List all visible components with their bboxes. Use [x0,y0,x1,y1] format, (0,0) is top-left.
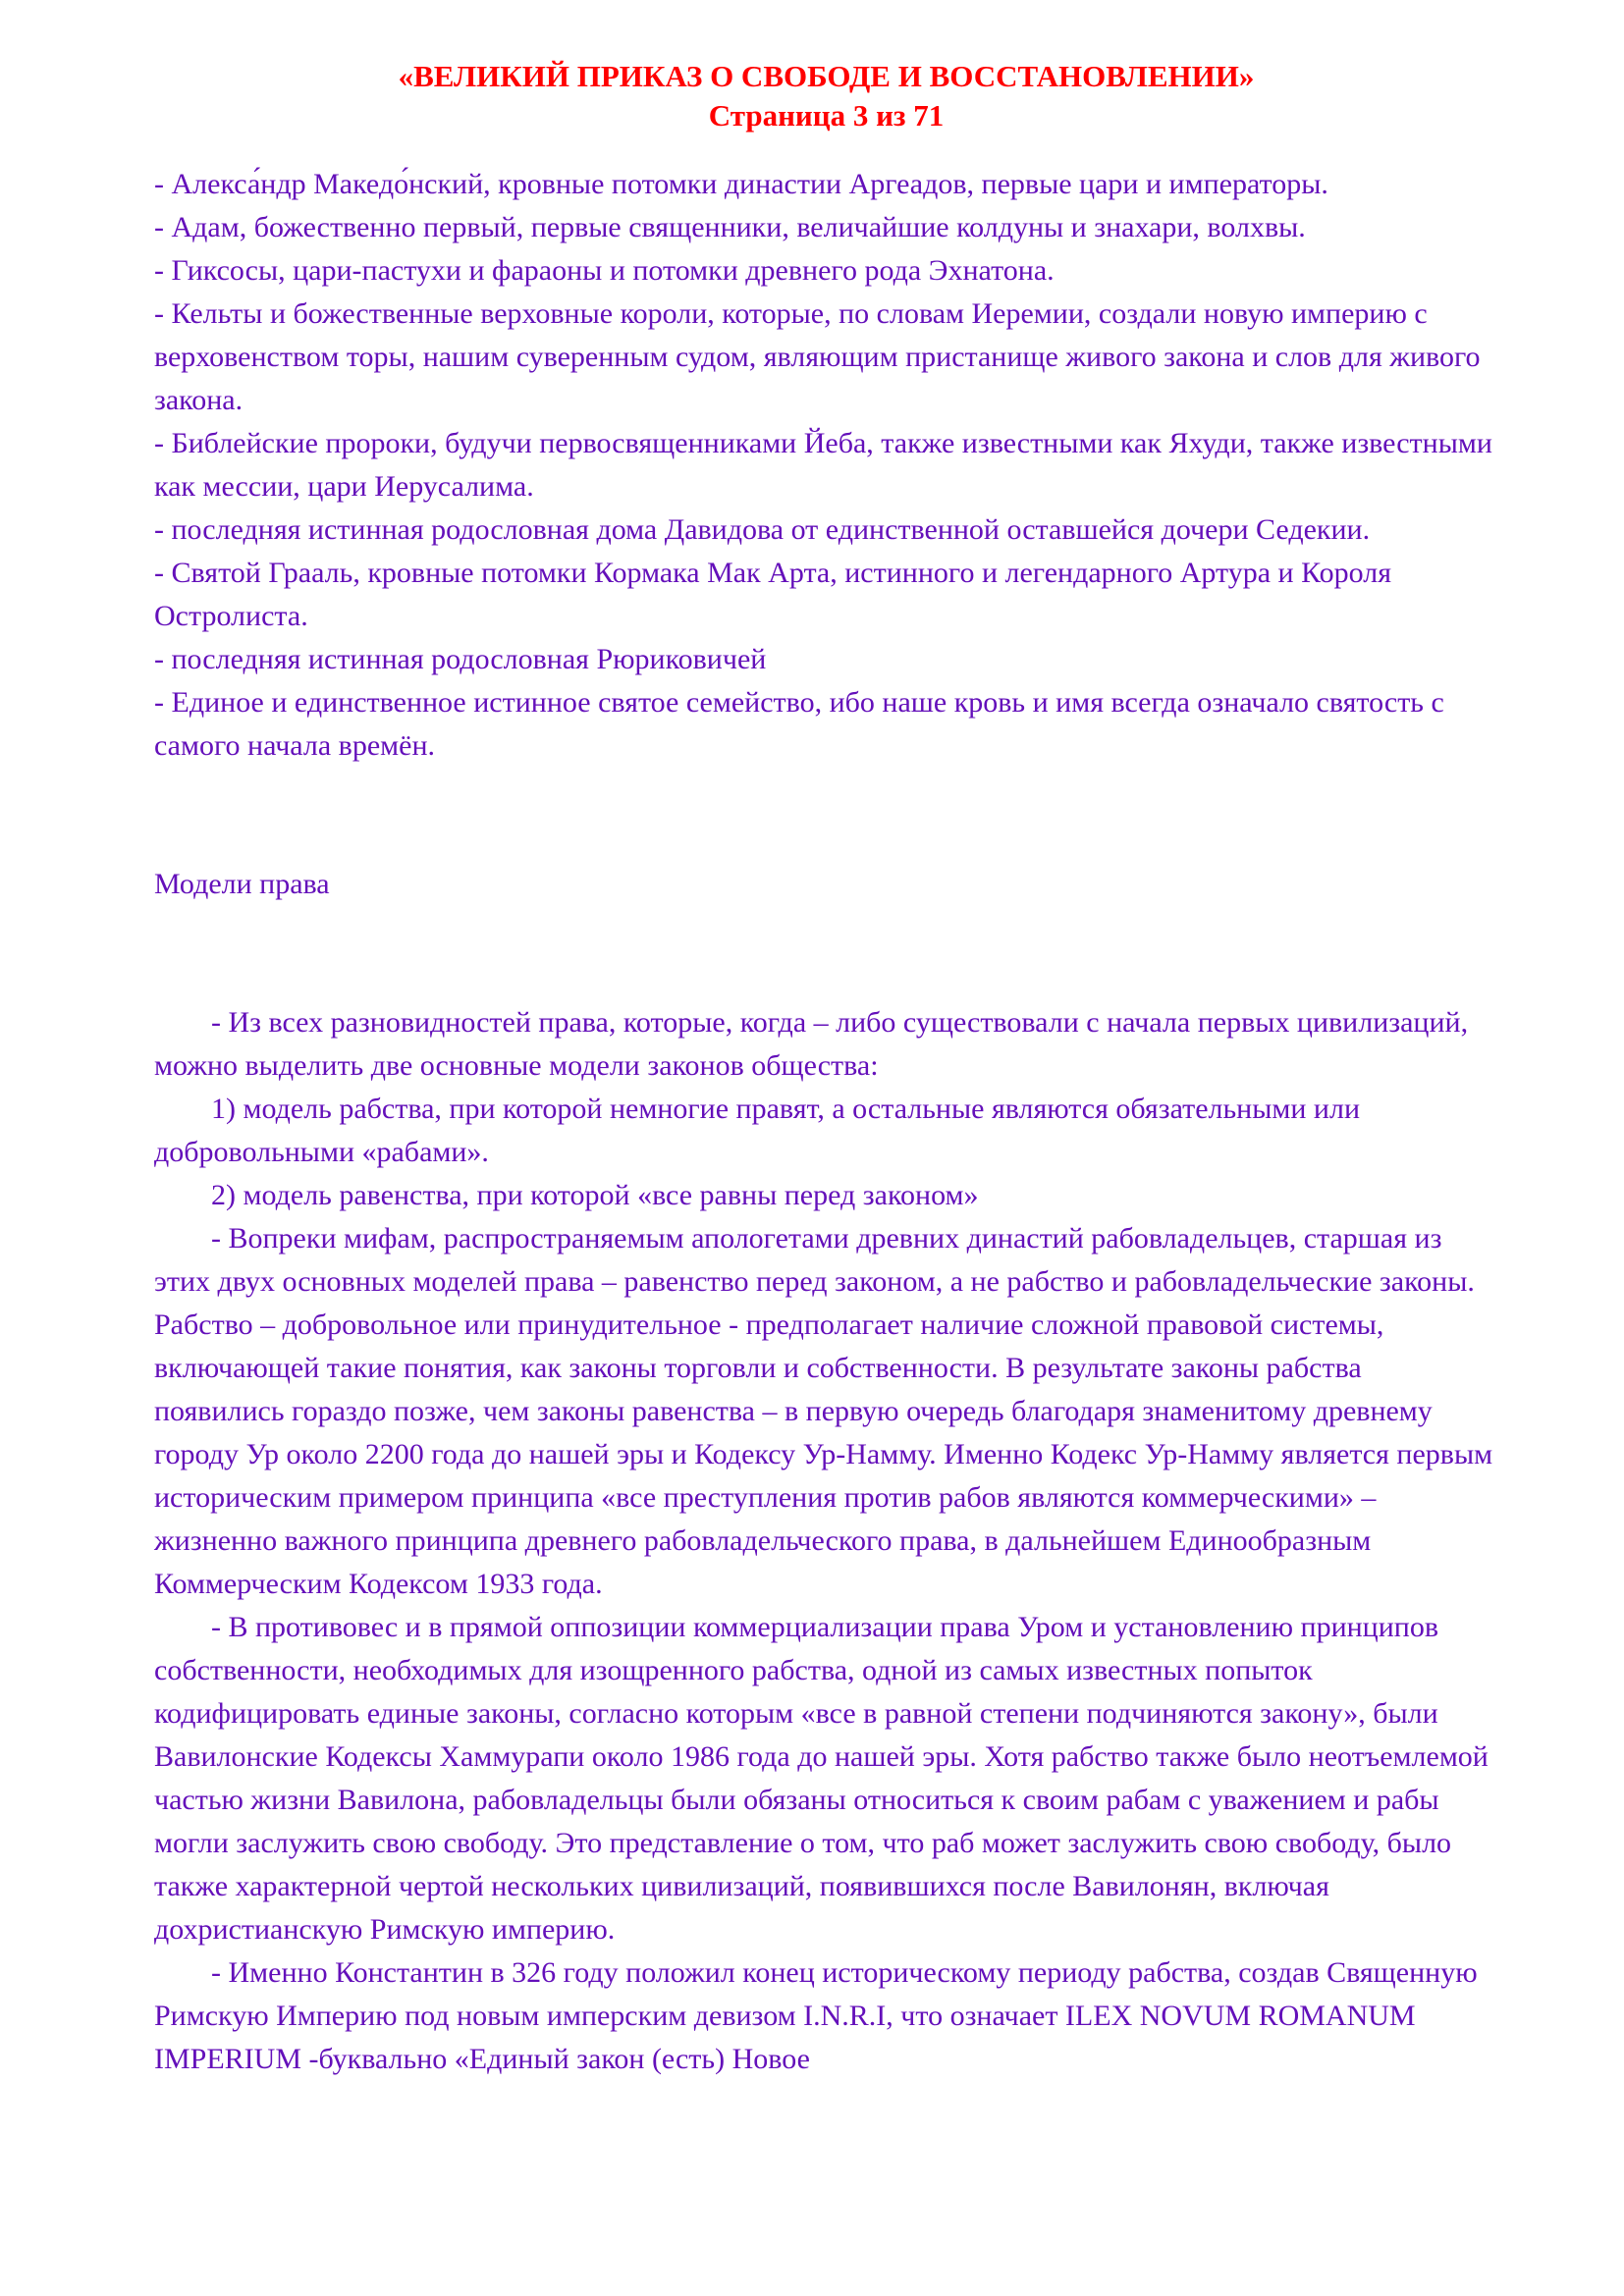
list-item: - Алекса́ндр Македо́нский, кровные потомки династии Аргеадов, первые цари и императоры. [154,168,1328,200]
document-header [154,57,1498,135]
list-item: - Библейские пророки, будучи первосвященниками Йеба, также известными как Яхуди, также известными как мессии, цари Иерусалима. [154,427,1492,503]
list-item: - Единое и единственное истинное святое семейство, ибо наше кровь и имя всегда означало святость с самого начала времён. [154,686,1444,762]
numbered-item: 1) модель рабства, при которой немногие правят, а остальные являются обязательными или добровольными «рабами». [154,1093,1361,1168]
paragraph: - В противовес и в прямой оппозиции коммерциализации права Уром и установлению принципов собственности, необходимых для изощренного рабства, одной из самых известных попыток кодифицировать единые законы, согласно которым «все в равной степени подчиняются закону», были Вавилонские Кодексы Хаммурапи около 1986 года до нашей эры. Хотя рабство также было неотъемлемой частью жизни Вавилона, рабовладельцы были обязаны относиться к своим рабам с уважением и рабы могли заслужить свою свободу. Это представление о том, что раб может заслужить свою свободу, было также характерной чертой нескольких цивилизаций, появившихся после Вавилонян, включая дохристианскую Римскую империю. [154,1611,1489,1946]
list-item: - Святой Грааль, кровные потомки Кормака Мак Арта, истинного и легендарного Артура и Короля Остролиста. [154,557,1391,632]
paragraph: - Вопреки мифам, распространяемым апологетами древних династий рабовладельцев, старшая из этих двух основных моделей права – равенство перед законом, а не рабство и рабовладельческие законы. Рабство – добровольное или принудительное - предполагает наличие сложной правовой системы, включающей такие понятия, как законы торговли и собственности. В результате законы рабства появились гораздо позже, чем законы равенства – в первую очередь благодаря знаменитому древнему городу Ур около 2200 года до нашей эры и Кодексу Ур-Намму. Именно Кодекс Ур-Намму является первым историческим примером принципа «все преступления против рабов являются коммерческими» – жизненно важного принципа древнего рабовладельческого права, в дальнейшем Единообразным Коммерческим Кодексом 1933 года. [154,1222,1493,1600]
paragraph: - Именно Константин в 326 году положил конец историческому периоду рабства, создав Священную Римскую Империю под новым имперским девизом I.N.R.I, что означает ILEX NOVUM ROMANUM IMPERIUM -буквально «Единый закон (есть) Новое [154,1956,1478,2075]
numbered-item: 2) модель равенства, при которой «все равны перед законом» [211,1179,979,1211]
list-item: - Кельты и божественные верховные короли, которые, по словам Иеремии, создали новую империю с верховенством торы, нашим суверенным судом, являющим пристанище живого закона и слов для живого закона. [154,297,1481,416]
list-item: - Адам, божественно первый, первые священники, величайшие колдуны и знахари, волхвы. [154,211,1306,243]
list-item: - Гиксосы, цари-пастухи и фараоны и потомки древнего рода Эхнатона. [154,254,1055,287]
paragraph: - Из всех разновидностей права, которые, когда – либо существовали с начала первых цивилизаций, можно выделить две основные модели законов общества: [154,1006,1469,1082]
list-item: - последняя истинная родословная Рюриковичей [154,643,767,675]
document-body [154,163,1498,2081]
page-number-indicator: Страница 3 из 71 [708,98,945,133]
section-heading: Модели права [154,868,330,900]
list-item: - последняя истинная родословная дома Давидова от единственной оставшейся дочери Седекии. [154,513,1371,546]
document-title: «ВЕЛИКИЙ ПРИКАЗ О СВОБОДЕ И ВОССТАНОВЛЕНИИ» [398,59,1255,93]
